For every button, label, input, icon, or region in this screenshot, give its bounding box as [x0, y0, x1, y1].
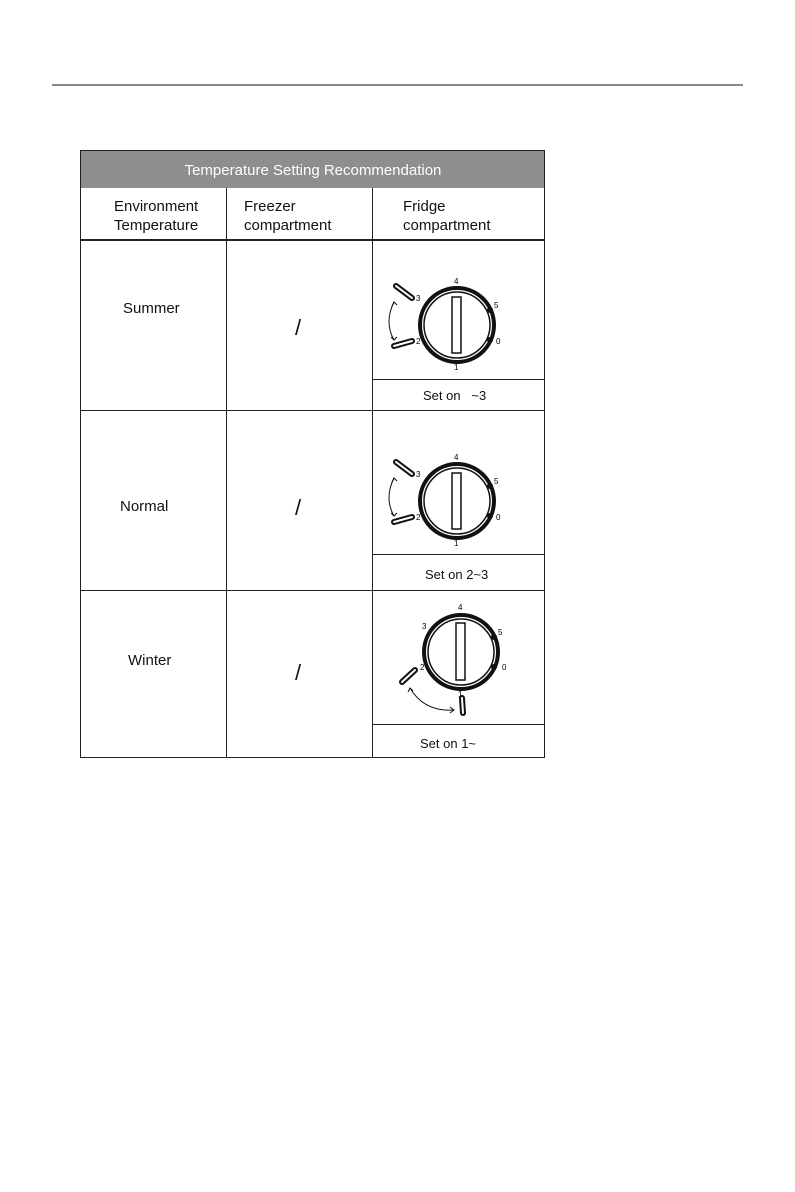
column-divider — [226, 188, 227, 758]
header-divider — [80, 239, 545, 241]
double-arrow-icon — [410, 688, 454, 710]
header-text: Temperature — [114, 217, 199, 234]
table-title: Temperature Setting Recommendation — [80, 150, 545, 188]
dial-knob-icon — [452, 297, 461, 353]
header-text: compartment — [244, 217, 332, 234]
dial-number: 4 — [454, 453, 459, 462]
header-environment — [114, 197, 198, 235]
header-fridge — [403, 197, 491, 235]
dial-number: 0 — [496, 513, 501, 522]
dial-number: 3 — [416, 470, 421, 479]
fridge-setting: Set on 2~3 — [425, 567, 489, 582]
dial-dot-icon — [491, 664, 497, 670]
freezer-value: / — [295, 315, 302, 340]
freezer-value: / — [295, 495, 302, 520]
dial-number: 0 — [496, 337, 501, 346]
dial-number: 2 — [416, 337, 421, 346]
double-arrow-icon — [389, 302, 394, 340]
fridge-setting: Set on 1~ — [420, 736, 477, 751]
table-border-right — [544, 150, 545, 758]
dial-ring-icon — [420, 288, 494, 362]
table-border-left — [80, 188, 81, 758]
table-border-bottom — [80, 757, 545, 758]
row-divider — [372, 379, 544, 380]
season-label: Normal — [120, 498, 169, 515]
dial-illustration — [380, 446, 540, 551]
row-divider — [80, 590, 545, 591]
header-text: Freezer — [244, 198, 296, 215]
dial-illustration — [380, 270, 540, 375]
temperature-setting-table — [80, 150, 545, 758]
freezer-value: / — [295, 660, 302, 685]
row-divider — [80, 410, 545, 411]
header-rule — [52, 84, 743, 86]
dial-number: 1 — [454, 539, 459, 548]
dial-dot-icon — [487, 307, 493, 313]
dial-number: 3 — [422, 622, 427, 631]
season-label: Summer — [123, 300, 180, 317]
column-divider — [372, 188, 373, 758]
dial-number: 0 — [502, 663, 507, 672]
dial-number: 1 — [454, 363, 459, 372]
dial-dot-icon — [487, 337, 493, 343]
dial-knob-icon — [452, 473, 461, 529]
dial-ring-icon — [420, 464, 494, 538]
dial-dot-icon — [487, 483, 493, 489]
dial-number: 2 — [420, 663, 425, 672]
dial-number: 2 — [416, 513, 421, 522]
dial-number: 1 — [458, 690, 463, 699]
header-text: compartment — [403, 217, 491, 234]
dial-number: 3 — [416, 294, 421, 303]
dial-number: 5 — [494, 477, 499, 486]
header-freezer — [244, 197, 332, 235]
dial-number: 4 — [454, 277, 459, 286]
header-text: Environment — [114, 198, 199, 215]
dial-knob-icon — [456, 623, 465, 680]
dial-illustration — [380, 600, 540, 725]
fridge-setting: Set on ~3 — [423, 388, 487, 403]
header-text: Fridge — [403, 198, 446, 215]
row-divider — [372, 554, 544, 555]
dial-ring-icon — [424, 615, 498, 689]
dial-number: 5 — [494, 301, 499, 310]
dial-number: 4 — [458, 603, 463, 612]
dial-number: 5 — [498, 628, 503, 637]
dial-dot-icon — [487, 513, 493, 519]
season-label: Winter — [128, 652, 172, 669]
double-arrow-icon — [389, 478, 394, 516]
dial-dot-icon — [491, 634, 497, 640]
